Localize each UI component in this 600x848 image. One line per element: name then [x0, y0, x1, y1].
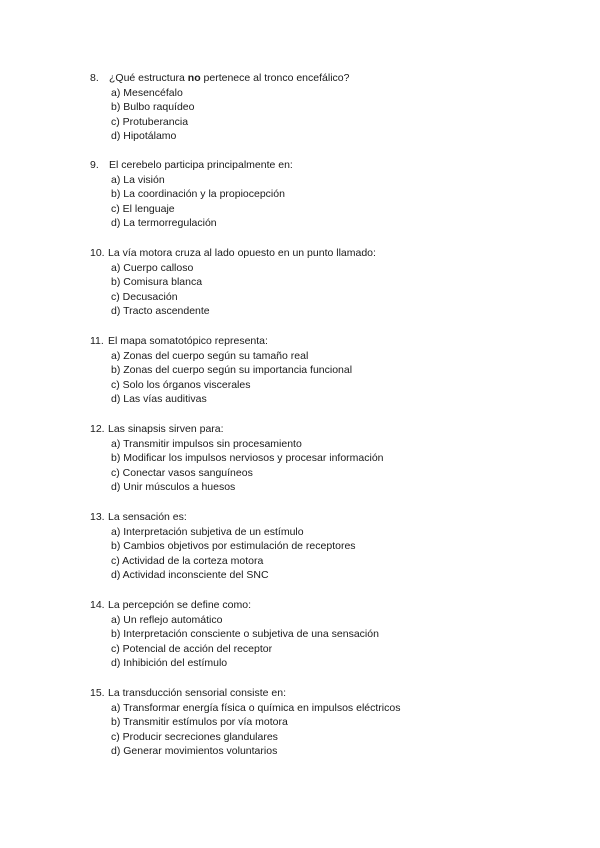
answer-option-d: d) Tracto ascendente: [111, 305, 210, 318]
question-12: [90, 422, 570, 495]
question-stem: [90, 246, 570, 261]
question-text: El mapa somatotópico representa:: [108, 335, 268, 347]
question-text-before: ¿Qué estructura: [109, 72, 188, 84]
question-number: 12.: [90, 423, 105, 435]
question-number: 14.: [90, 599, 105, 611]
answer-option-a: a) Un reflejo automático: [111, 613, 223, 626]
question-13: [90, 510, 570, 583]
answer-option-b: b) Modificar los impulsos nerviosos y procesar información: [111, 452, 384, 465]
question-text-emphasis: no: [187, 72, 201, 84]
question-10: [90, 246, 570, 319]
answer-option-d: d) La termorregulación: [111, 217, 217, 230]
question-text: Las sinapsis sirven para:: [108, 423, 224, 435]
answer-option-b: b) Comisura blanca: [111, 276, 203, 289]
question-number: 11.: [90, 335, 104, 347]
question-11: [90, 334, 570, 407]
answer-option-b: b) Interpretación consciente o subjetiva de una sensación: [111, 628, 379, 641]
answer-option-c: c) Conectar vasos sanguíneos: [111, 466, 253, 479]
question-text: La vía motora cruza al lado opuesto en un punto llamado:: [108, 247, 376, 259]
answer-option-a: a) Mesencéfalo: [111, 86, 183, 99]
question-number: 9.: [90, 159, 99, 171]
question-9: [90, 158, 570, 231]
answer-options: [111, 86, 570, 144]
answer-option-a: a) Cuerpo calloso: [111, 261, 194, 274]
answer-options: [111, 613, 570, 671]
answer-options: [111, 701, 570, 759]
question-number: 13.: [90, 511, 105, 523]
question-stem: [90, 422, 570, 437]
answer-option-a: a) La visión: [111, 173, 165, 186]
answer-option-c: c) El lenguaje: [111, 202, 175, 215]
question-14: [90, 598, 570, 671]
answer-option-c: c) Protuberancia: [111, 115, 189, 128]
question-15: [90, 686, 570, 759]
answer-option-a: a) Transformar energía física o química en impulsos eléctricos: [111, 701, 401, 714]
answer-options: [111, 525, 570, 583]
question-number: 10.: [90, 247, 105, 259]
question-stem: [90, 598, 570, 613]
answer-option-d: d) Unir músculos a huesos: [111, 481, 236, 494]
answer-option-b: b) Bulbo raquídeo: [111, 101, 195, 114]
question-text: La sensación es:: [108, 511, 187, 523]
answer-option-a: a) Transmitir impulsos sin procesamiento: [111, 437, 302, 450]
answer-option-b: b) Zonas del cuerpo según su importancia funcional: [111, 364, 353, 377]
answer-option-c: c) Producir secreciones glandulares: [111, 730, 278, 743]
answer-options: [111, 437, 570, 495]
question-text: El cerebelo participa principalmente en:: [109, 159, 293, 171]
answer-options: [111, 261, 570, 319]
answer-option-d: d) Generar movimientos voluntarios: [111, 745, 278, 758]
answer-options: [111, 349, 570, 407]
answer-option-c: c) Potencial de acción del receptor: [111, 642, 273, 655]
answer-option-a: a) Zonas del cuerpo según su tamaño real: [111, 349, 309, 362]
answer-option-d: d) Inhibición del estímulo: [111, 657, 228, 670]
answer-option-b: b) Cambios objetivos por estimulación de receptores: [111, 540, 356, 553]
question-8: [90, 71, 570, 144]
answer-option-b: b) Transmitir estímulos por vía motora: [111, 716, 288, 729]
question-text: La percepción se define como:: [108, 599, 252, 611]
answer-option-d: d) Las vías auditivas: [111, 393, 207, 406]
question-text: La transducción sensorial consiste en:: [108, 687, 287, 699]
answer-options: [111, 173, 570, 231]
question-number: 8.: [90, 72, 99, 84]
answer-option-c: c) Decusación: [111, 290, 178, 303]
answer-option-b: b) La coordinación y la propiocepción: [111, 188, 285, 201]
question-stem: [90, 71, 570, 86]
question-text-after: pertenece al tronco encefálico?: [200, 72, 350, 84]
question-number: 15.: [90, 687, 105, 699]
answer-option-c: c) Solo los órganos viscerales: [111, 378, 251, 391]
answer-option-d: d) Actividad inconsciente del SNC: [111, 569, 269, 582]
answer-option-a: a) Interpretación subjetiva de un estímulo: [111, 525, 304, 538]
question-stem: [90, 686, 570, 701]
answer-option-c: c) Actividad de la corteza motora: [111, 554, 264, 567]
answer-option-d: d) Hipotálamo: [111, 130, 177, 143]
question-stem: [90, 334, 570, 349]
question-stem: [90, 510, 570, 525]
question-stem: [90, 158, 570, 173]
